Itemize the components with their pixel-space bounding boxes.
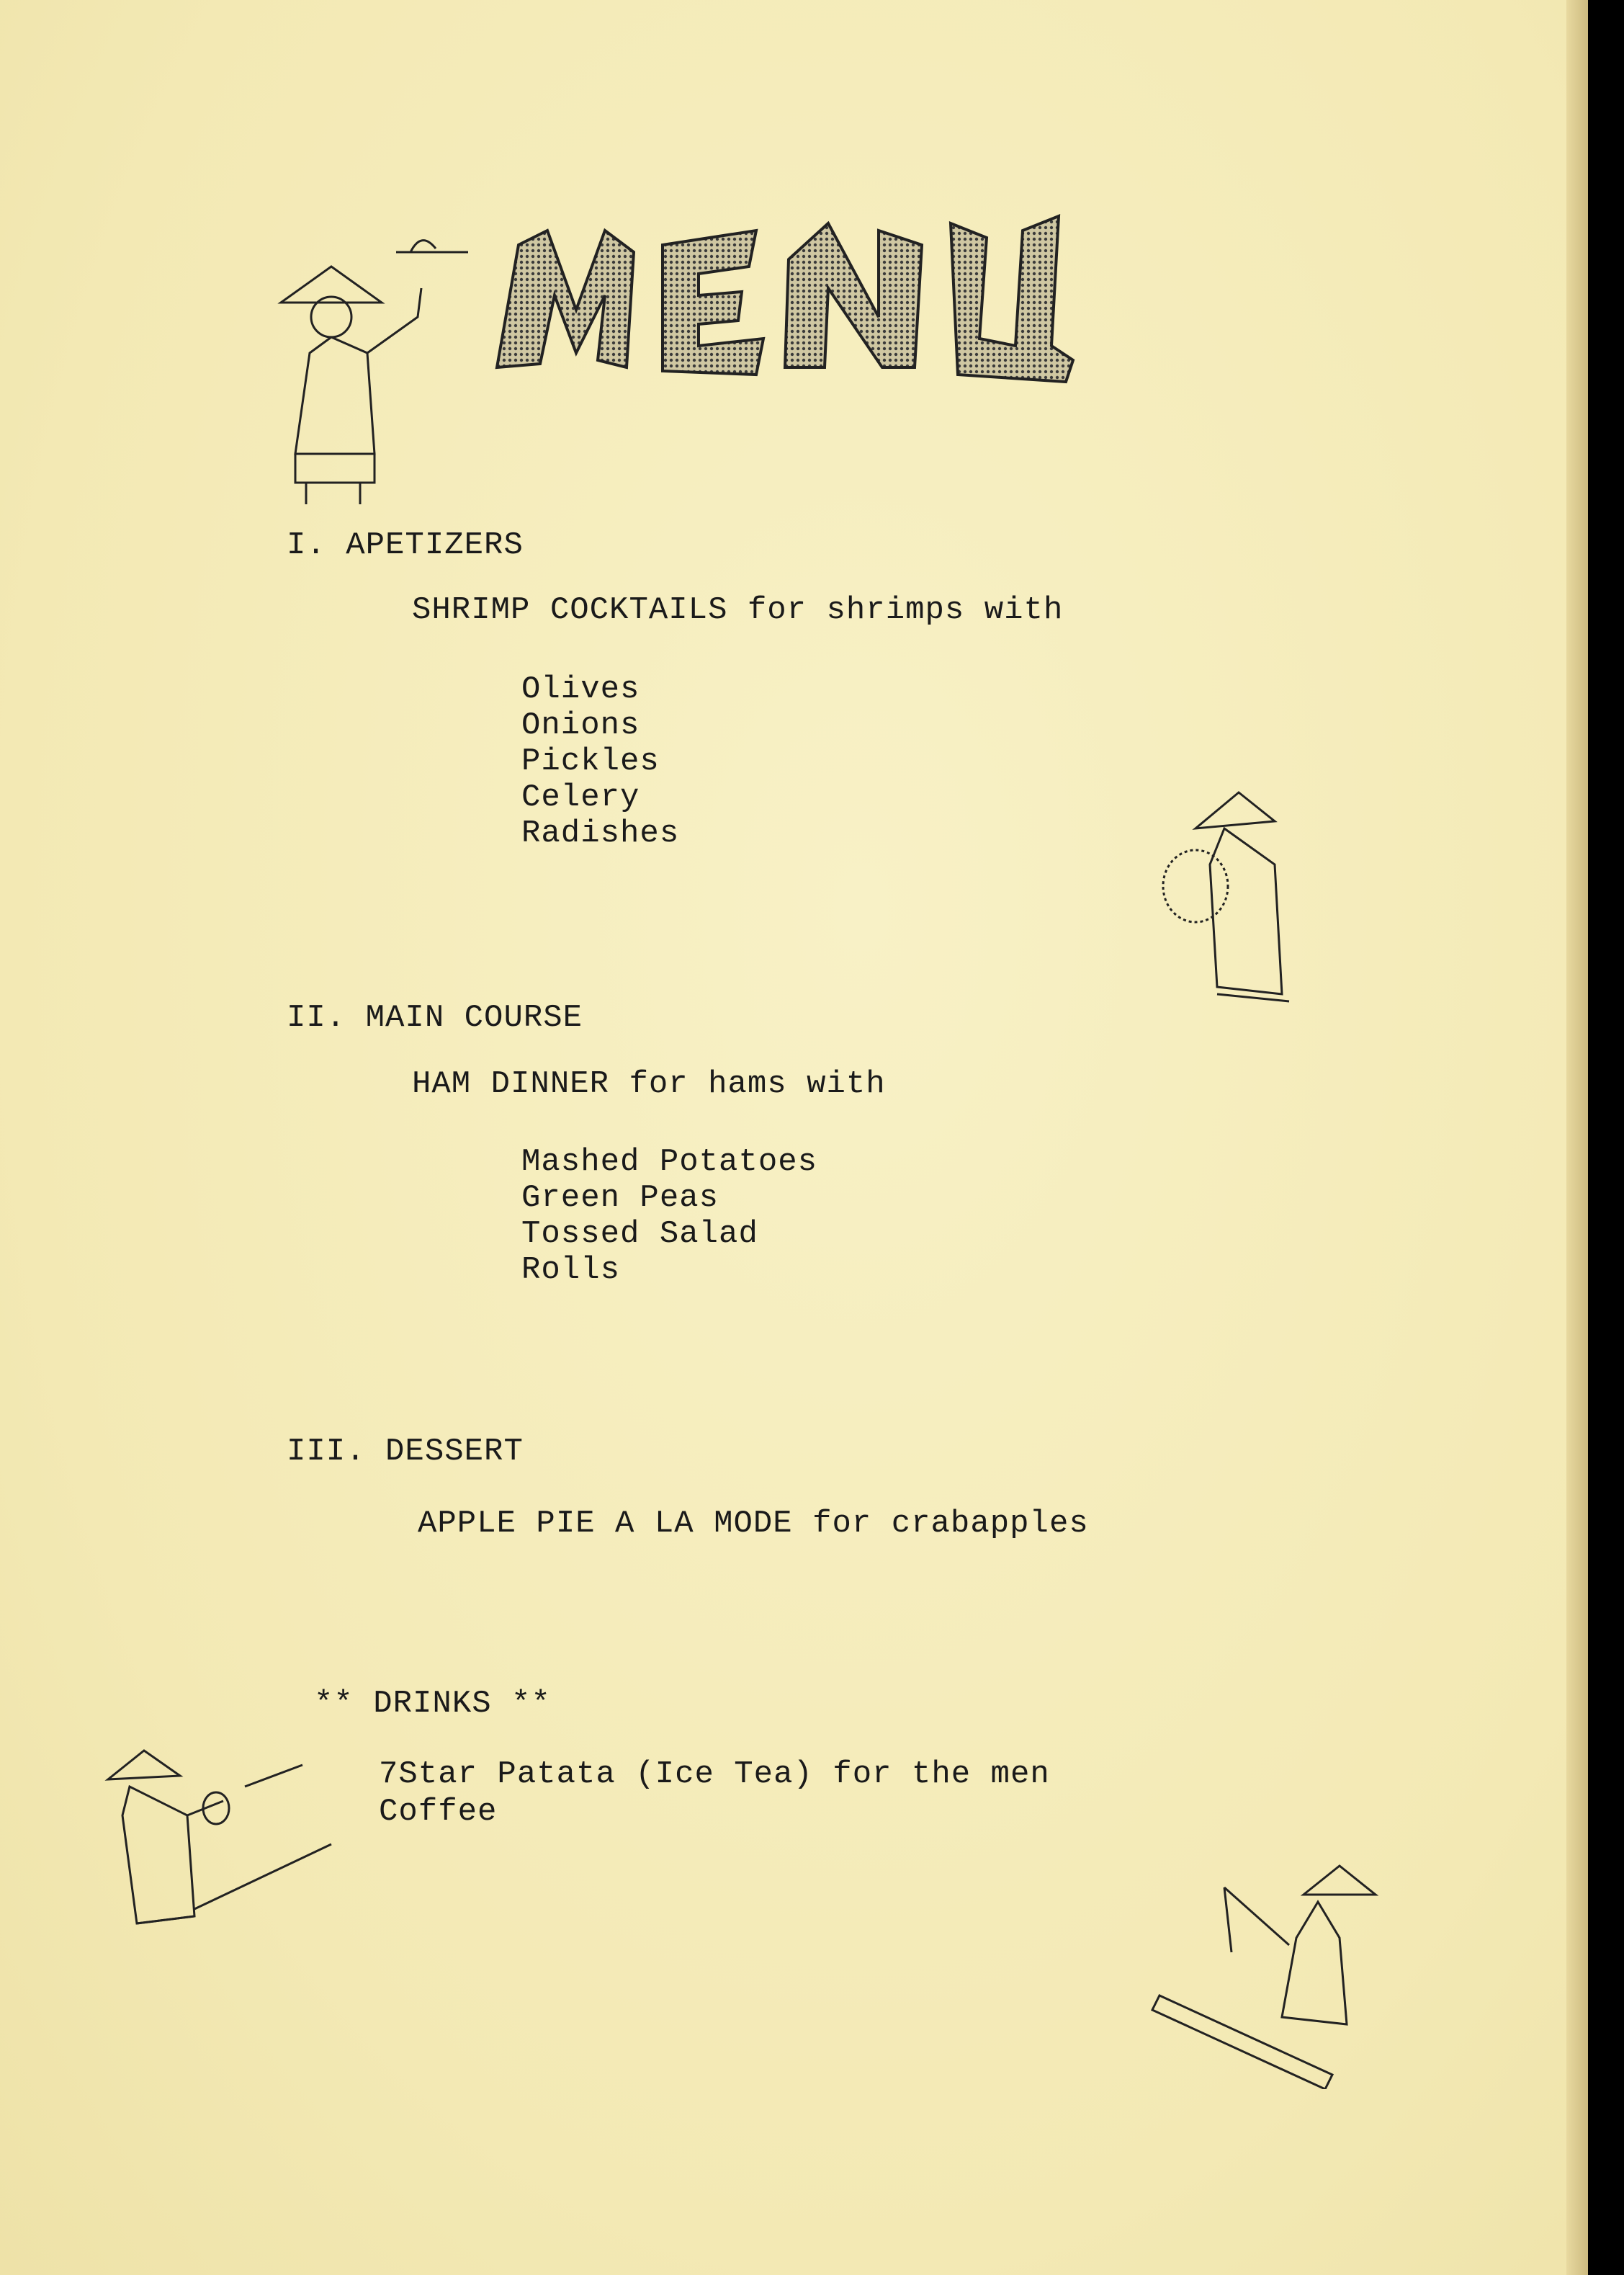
section-heading-apetizers: I. APETIZERS [287, 527, 524, 563]
side-item: Tossed Salad [521, 1216, 758, 1252]
drink-item: 7Star Patata (Ice Tea) for the men [379, 1756, 1050, 1792]
side-item: Green Peas [521, 1180, 719, 1216]
side-item: Olives [521, 671, 640, 707]
dish-apple-pie: APPLE PIE A LA MODE for crabapples [418, 1506, 1089, 1542]
dish-ham-dinner: HAM DINNER for hams with [412, 1066, 886, 1102]
side-item: Rolls [521, 1252, 621, 1288]
side-item: Pickles [521, 743, 660, 779]
figure-sweeping-icon [1145, 1859, 1390, 2089]
side-item: Onions [521, 707, 640, 743]
drink-item: Coffee [379, 1794, 498, 1830]
side-item: Mashed Potatoes [521, 1144, 818, 1180]
menu-title-logo [490, 202, 1080, 389]
side-item: Radishes [521, 815, 680, 852]
dish-shrimp-cocktails: SHRIMP COCKTAILS for shrimps with [412, 592, 1064, 628]
side-item: Celery [521, 779, 640, 815]
figure-carrying-basket-icon [1152, 778, 1368, 1023]
page-edge [1566, 0, 1588, 2275]
section-heading-dessert: III. DESSERT [287, 1434, 524, 1470]
section-heading-main-course: II. MAIN COURSE [287, 1000, 583, 1036]
waiter-with-tray-icon [274, 216, 504, 519]
drinks-heading: ** DRINKS ** [314, 1686, 551, 1722]
figure-serving-tea-icon [101, 1736, 346, 1967]
